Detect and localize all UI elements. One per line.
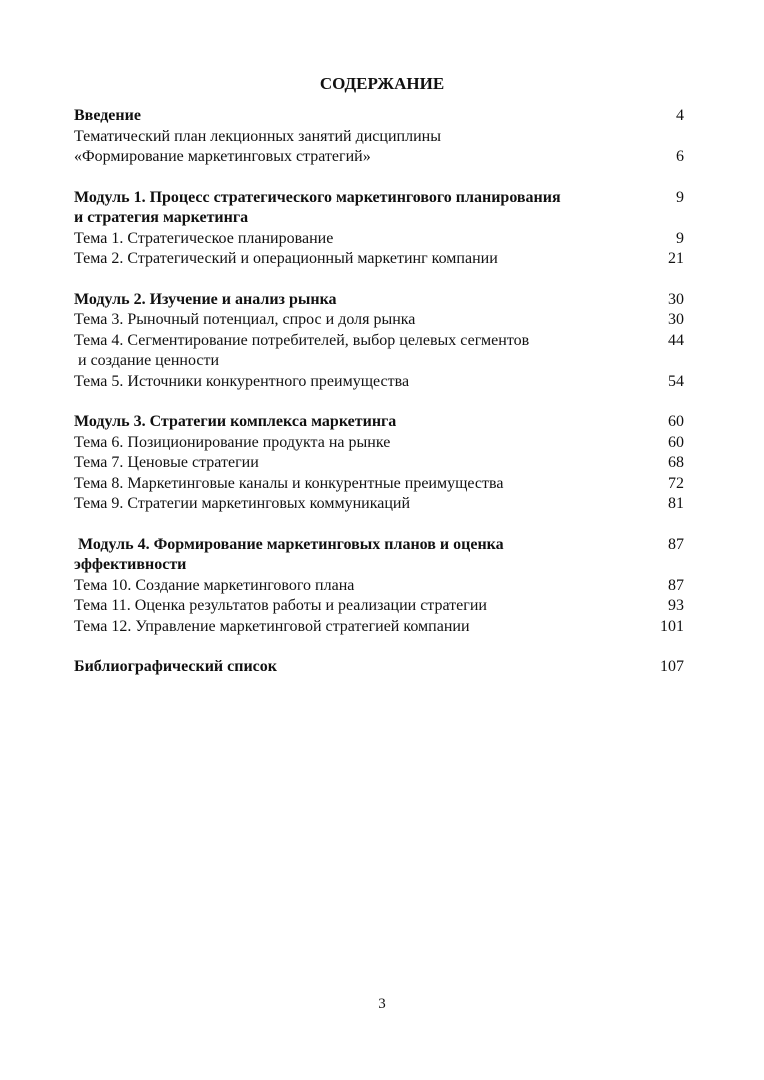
toc-entry-page: 101 — [660, 617, 684, 635]
toc-entry-page: 60 — [668, 413, 684, 430]
toc-entry-label: «Формирование маркетинговых стратегий» — [74, 148, 371, 165]
toc-entry-page: 60 — [668, 433, 684, 451]
table-of-contents — [74, 106, 694, 678]
toc-entry-label: Модуль 3. Стратегии комплекса маркетинга — [74, 413, 397, 430]
toc-entry-topic-7[interactable] — [74, 453, 694, 474]
page-number: 3 — [378, 996, 386, 1012]
page-title: СОДЕРЖАНИЕ — [319, 74, 445, 93]
toc-entry-page: 54 — [668, 372, 684, 390]
toc-entry-module-1[interactable] — [74, 188, 694, 229]
toc-entry-page: 72 — [668, 474, 684, 492]
toc-entry-topic-2[interactable] — [74, 249, 694, 270]
toc-entry-topic-4[interactable] — [74, 331, 694, 372]
toc-entry-label: Тема 3. Рыночный потенциал, спрос и доля рынка — [74, 311, 416, 328]
toc-entry-page: 87 — [668, 535, 684, 553]
toc-entry-page: 9 — [676, 229, 684, 247]
toc-entry-label: Модуль 1. Процесс стратегического маркетингового планирования и стратегия маркетинга — [74, 188, 561, 226]
toc-entry-thematic-plan-cont[interactable] — [74, 147, 694, 168]
toc-entry-label: Тема 12. Управление маркетинговой стратегией компании — [74, 617, 470, 635]
toc-entry-label: Тема 4. Сегментирование потребителей, выбор целевых сегментов и создание ценности — [74, 331, 530, 369]
toc-entry-topic-11[interactable] — [74, 596, 694, 617]
toc-entry-module-3[interactable] — [74, 412, 694, 433]
toc-entry-label: Библиографический список — [74, 658, 277, 675]
toc-entry-topic-10[interactable] — [74, 576, 694, 597]
toc-entry-label: Тема 5. Источники конкурентного преимущества — [74, 372, 410, 390]
toc-entry-label: Введение — [74, 107, 141, 124]
toc-entry-page: 6 — [676, 148, 684, 165]
toc-entry-bibliography[interactable] — [74, 657, 694, 678]
toc-entry-label: Тема 10. Создание маркетингового плана — [74, 576, 355, 594]
toc-entry-label: Тематический план лекционных занятий дисциплины — [74, 127, 441, 145]
toc-entry-topic-12[interactable] — [74, 617, 694, 638]
toc-entry-module-2[interactable] — [74, 290, 694, 311]
toc-entry-page: 9 — [676, 188, 684, 206]
toc-entry-topic-8[interactable] — [74, 474, 694, 495]
toc-entry-label: Тема 6. Позиционирование продукта на рынке — [74, 433, 391, 451]
toc-entry-page: 44 — [668, 331, 684, 349]
toc-entry-page: 107 — [660, 658, 684, 675]
toc-entry-page: 93 — [668, 597, 684, 614]
toc-entry-module-4[interactable] — [74, 535, 694, 576]
toc-entry-label: Тема 9. Стратегии маркетинговых коммуникаций — [74, 495, 411, 512]
toc-entry-thematic-plan[interactable] — [74, 127, 694, 148]
toc-entry-page: 30 — [668, 290, 684, 308]
toc-entry-topic-1[interactable] — [74, 229, 694, 250]
toc-entry-page: 21 — [668, 250, 684, 267]
toc-entry-label: Тема 7. Ценовые стратегии — [74, 454, 259, 471]
toc-entry-introduction[interactable] — [74, 106, 694, 127]
toc-entry-page: 4 — [676, 107, 684, 124]
toc-entry-page: 68 — [668, 454, 684, 471]
toc-entry-label: Модуль 4. Формирование маркетинговых планов и оценка эффективности — [74, 535, 504, 573]
toc-entry-page: 30 — [668, 311, 684, 328]
toc-entry-topic-3[interactable] — [74, 310, 694, 331]
toc-entry-label: Модуль 2. Изучение и анализ рынка — [74, 290, 337, 308]
toc-entry-page: 81 — [668, 495, 684, 512]
toc-entry-topic-5[interactable] — [74, 372, 694, 393]
toc-entry-label: Тема 1. Стратегическое планирование — [74, 229, 334, 247]
toc-entry-page: 87 — [668, 576, 684, 594]
toc-entry-label: Тема 8. Маркетинговые каналы и конкурентные преимущества — [74, 474, 504, 492]
toc-entry-label: Тема 11. Оценка результатов работы и реализации стратегии — [74, 597, 487, 614]
toc-entry-label: Тема 2. Стратегический и операционный маркетинг компании — [74, 250, 498, 267]
toc-entry-topic-6[interactable] — [74, 433, 694, 454]
toc-entry-topic-9[interactable] — [74, 494, 694, 515]
